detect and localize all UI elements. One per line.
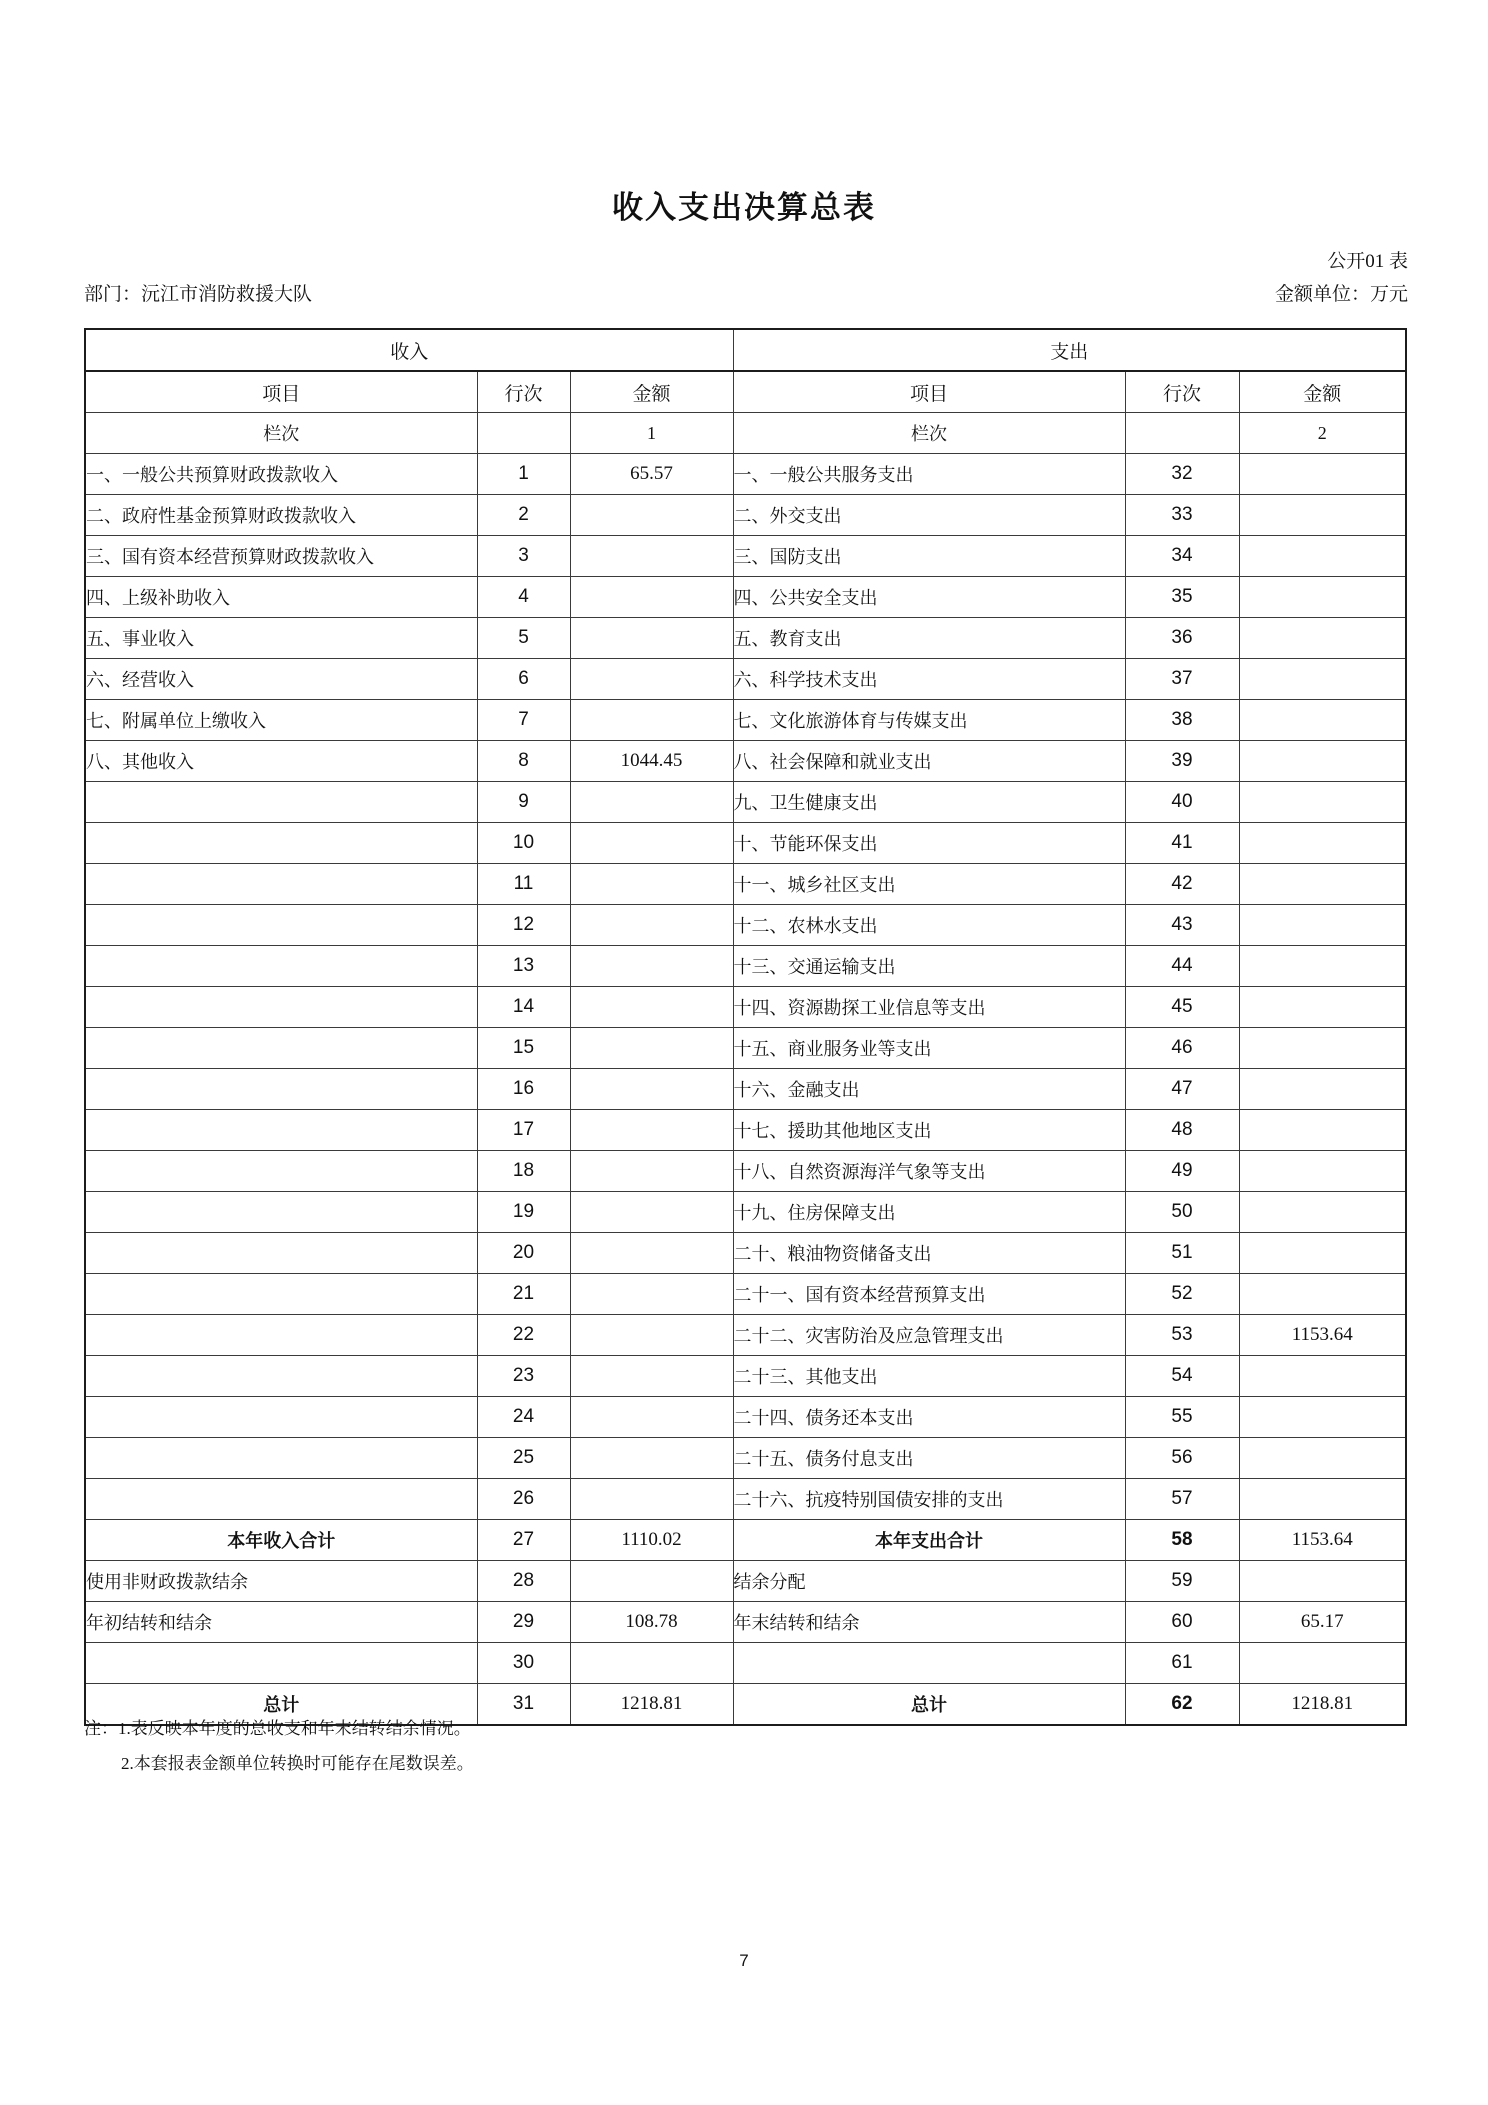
income-item-cell xyxy=(85,946,477,987)
expense-amount-cell xyxy=(1239,823,1406,864)
expense-rowno-cell: 33 xyxy=(1125,495,1239,536)
expense-amount-cell xyxy=(1239,659,1406,700)
income-amount-cell xyxy=(570,905,733,946)
income-item-cell xyxy=(85,1110,477,1151)
income-item-cell xyxy=(85,864,477,905)
expense-item-cell: 结余分配 xyxy=(733,1561,1125,1602)
income-amount-cell: 1110.02 xyxy=(570,1520,733,1561)
expense-amount-cell xyxy=(1239,946,1406,987)
expense-item-cell: 十二、农林水支出 xyxy=(733,905,1125,946)
meta-row xyxy=(84,279,1408,306)
expense-item-cell: 四、公共安全支出 xyxy=(733,577,1125,618)
department-label: 部门：沅江市消防救援大队 xyxy=(84,284,313,305)
expense-rowno-cell: 50 xyxy=(1125,1192,1239,1233)
income-rowno-cell: 27 xyxy=(477,1520,570,1561)
expense-item-cell: 七、文化旅游体育与传媒支出 xyxy=(733,700,1125,741)
expense-amount-cell xyxy=(1239,741,1406,782)
expense-amount-cell xyxy=(1239,987,1406,1028)
income-item-cell: 总计 xyxy=(85,1684,477,1726)
income-item-cell xyxy=(85,1192,477,1233)
income-amount-cell: 65.57 xyxy=(570,454,733,495)
income-amount-cell xyxy=(570,1315,733,1356)
expense-item-cell: 九、卫生健康支出 xyxy=(733,782,1125,823)
expense-rowno-cell: 36 xyxy=(1125,618,1239,659)
income-item-cell xyxy=(85,1028,477,1069)
expense-rowno-cell: 59 xyxy=(1125,1561,1239,1602)
expense-amount-cell: 1153.64 xyxy=(1239,1520,1406,1561)
expense-item-cell: 二十、粮油物资储备支出 xyxy=(733,1233,1125,1274)
income-item-cell xyxy=(85,1315,477,1356)
expense-item-cell: 一、一般公共服务支出 xyxy=(733,454,1125,495)
expense-amount-cell xyxy=(1239,454,1406,495)
income-item-cell: 年初结转和结余 xyxy=(85,1602,477,1643)
expense-item-cell: 六、科学技术支出 xyxy=(733,659,1125,700)
income-rowno-cell: 25 xyxy=(477,1438,570,1479)
expense-item-cell: 二十一、国有资本经营预算支出 xyxy=(733,1274,1125,1315)
income-rowno-cell: 21 xyxy=(477,1274,570,1315)
expense-amount-cell xyxy=(1239,1561,1406,1602)
expense-section-header: 支出 xyxy=(733,329,1406,371)
income-section-header: 收入 xyxy=(85,329,733,371)
income-item-cell xyxy=(85,987,477,1028)
income-amount-cell xyxy=(570,1561,733,1602)
income-item-cell: 二、政府性基金预算财政拨款收入 xyxy=(85,495,477,536)
expense-rowno-cell: 45 xyxy=(1125,987,1239,1028)
expense-rowno-cell: 40 xyxy=(1125,782,1239,823)
table-row xyxy=(85,823,1406,864)
income-rowno-cell: 30 xyxy=(477,1643,570,1684)
expense-item-cell: 二十三、其他支出 xyxy=(733,1356,1125,1397)
budget-summary-table xyxy=(84,328,1407,1726)
page-number: 7 xyxy=(739,1951,749,1970)
expense-rowno-cell: 41 xyxy=(1125,823,1239,864)
table-row xyxy=(85,1397,1406,1438)
table-row xyxy=(85,1274,1406,1315)
expense-rowno-cell: 43 xyxy=(1125,905,1239,946)
income-item-cell: 五、事业收入 xyxy=(85,618,477,659)
income-amount-cell xyxy=(570,987,733,1028)
footnote-1: 注：1.表反映本年度的总收支和年末结转结余情况。 xyxy=(84,1719,471,1738)
income-amount-cell xyxy=(570,823,733,864)
expense-amount-cell xyxy=(1239,1643,1406,1684)
income-rowno-cell: 22 xyxy=(477,1315,570,1356)
expense-lanci-empty xyxy=(1125,413,1239,454)
income-amount-cell xyxy=(570,946,733,987)
expense-rowno-cell: 38 xyxy=(1125,700,1239,741)
table-row xyxy=(85,1315,1406,1356)
income-amount-cell xyxy=(570,1110,733,1151)
income-item-cell xyxy=(85,782,477,823)
income-amount-cell xyxy=(570,700,733,741)
table-row xyxy=(85,659,1406,700)
income-item-cell xyxy=(85,823,477,864)
expense-item-cell: 年末结转和结余 xyxy=(733,1602,1125,1643)
expense-rowno-cell: 56 xyxy=(1125,1438,1239,1479)
table-row xyxy=(85,1438,1406,1479)
expense-amount-cell xyxy=(1239,905,1406,946)
expense-item-cell: 五、教育支出 xyxy=(733,618,1125,659)
income-amount-cell: 108.78 xyxy=(570,1602,733,1643)
income-item-cell: 一、一般公共预算财政拨款收入 xyxy=(85,454,477,495)
income-item-cell xyxy=(85,1356,477,1397)
income-item-cell xyxy=(85,1233,477,1274)
income-amount-cell xyxy=(570,1643,733,1684)
table-row xyxy=(85,1151,1406,1192)
expense-column-number: 2 xyxy=(1239,413,1406,454)
expense-rowno-cell: 57 xyxy=(1125,1479,1239,1520)
expense-amount-cell xyxy=(1239,1069,1406,1110)
expense-amount-cell: 65.17 xyxy=(1239,1602,1406,1643)
table-row xyxy=(85,1356,1406,1397)
table-row xyxy=(85,577,1406,618)
income-amount-cell xyxy=(570,1233,733,1274)
income-item-cell: 使用非财政拨款结余 xyxy=(85,1561,477,1602)
income-rowno-cell: 15 xyxy=(477,1028,570,1069)
table-row xyxy=(85,1602,1406,1643)
income-amount-cell xyxy=(570,1356,733,1397)
expense-rowno-cell: 52 xyxy=(1125,1274,1239,1315)
expense-item-cell: 十、节能环保支出 xyxy=(733,823,1125,864)
income-amount-cell xyxy=(570,1151,733,1192)
income-rowno-cell: 12 xyxy=(477,905,570,946)
expense-item-cell: 三、国防支出 xyxy=(733,536,1125,577)
table-row xyxy=(85,905,1406,946)
table-row xyxy=(85,618,1406,659)
income-amount-cell xyxy=(570,659,733,700)
income-item-cell xyxy=(85,1479,477,1520)
income-amount-cell xyxy=(570,1069,733,1110)
income-item-cell: 八、其他收入 xyxy=(85,741,477,782)
table-row xyxy=(85,1479,1406,1520)
income-amount-cell: 1044.45 xyxy=(570,741,733,782)
income-amount-cell xyxy=(570,1397,733,1438)
expense-amount-cell xyxy=(1239,1028,1406,1069)
expense-item-cell: 十五、商业服务业等支出 xyxy=(733,1028,1125,1069)
expense-rowno-cell: 37 xyxy=(1125,659,1239,700)
table-row xyxy=(85,1192,1406,1233)
income-item-cell xyxy=(85,1643,477,1684)
income-rowno-cell: 8 xyxy=(477,741,570,782)
income-amount-header: 金额 xyxy=(570,371,733,413)
expense-amount-cell xyxy=(1239,782,1406,823)
expense-rowno-cell: 62 xyxy=(1125,1684,1239,1726)
expense-rowno-cell: 32 xyxy=(1125,454,1239,495)
income-rowno-cell: 20 xyxy=(477,1233,570,1274)
expense-item-cell: 十九、住房保障支出 xyxy=(733,1192,1125,1233)
expense-amount-cell xyxy=(1239,495,1406,536)
income-rowno-cell: 24 xyxy=(477,1397,570,1438)
table-row xyxy=(85,1110,1406,1151)
income-rowno-cell: 7 xyxy=(477,700,570,741)
table-body xyxy=(85,454,1406,1726)
expense-amount-cell: 1153.64 xyxy=(1239,1315,1406,1356)
expense-item-cell: 二十六、抗疫特别国债安排的支出 xyxy=(733,1479,1125,1520)
income-item-cell: 四、上级补助收入 xyxy=(85,577,477,618)
income-item-cell xyxy=(85,1151,477,1192)
income-item-header: 项目 xyxy=(85,371,477,413)
expense-amount-cell xyxy=(1239,700,1406,741)
expense-amount-cell xyxy=(1239,1479,1406,1520)
expense-rowno-cell: 54 xyxy=(1125,1356,1239,1397)
income-amount-cell xyxy=(570,495,733,536)
income-item-cell xyxy=(85,1274,477,1315)
income-rowno-cell: 14 xyxy=(477,987,570,1028)
table-row xyxy=(85,864,1406,905)
table-row xyxy=(85,1028,1406,1069)
expense-rowno-cell: 39 xyxy=(1125,741,1239,782)
table-row xyxy=(85,700,1406,741)
expense-amount-cell xyxy=(1239,1110,1406,1151)
income-column-number: 1 xyxy=(570,413,733,454)
income-rowno-cell: 11 xyxy=(477,864,570,905)
expense-rowno-cell: 35 xyxy=(1125,577,1239,618)
expense-rowno-cell: 48 xyxy=(1125,1110,1239,1151)
expense-item-header: 项目 xyxy=(733,371,1125,413)
expense-amount-cell: 1218.81 xyxy=(1239,1684,1406,1726)
income-amount-cell xyxy=(570,1028,733,1069)
income-amount-cell xyxy=(570,782,733,823)
table-row xyxy=(85,1069,1406,1110)
expense-amount-cell xyxy=(1239,1274,1406,1315)
table-code: 公开01 表 xyxy=(1327,251,1408,272)
expense-rowno-cell: 61 xyxy=(1125,1643,1239,1684)
income-amount-cell xyxy=(570,536,733,577)
income-rowno-cell: 23 xyxy=(477,1356,570,1397)
income-item-cell xyxy=(85,905,477,946)
expense-rowno-cell: 46 xyxy=(1125,1028,1239,1069)
footnote-2: 2.本套报表金额单位转换时可能存在尾数误差。 xyxy=(121,1754,474,1773)
table-row xyxy=(85,1561,1406,1602)
expense-item-cell: 二十二、灾害防治及应急管理支出 xyxy=(733,1315,1125,1356)
expense-rowno-cell: 34 xyxy=(1125,536,1239,577)
income-amount-cell xyxy=(570,1274,733,1315)
income-amount-cell xyxy=(570,1192,733,1233)
income-rowno-cell: 31 xyxy=(477,1684,570,1726)
expense-lanci-label: 栏次 xyxy=(733,413,1125,454)
expense-amount-cell xyxy=(1239,1151,1406,1192)
expense-amount-cell xyxy=(1239,577,1406,618)
income-amount-cell xyxy=(570,1479,733,1520)
table-row xyxy=(85,741,1406,782)
income-amount-cell xyxy=(570,1438,733,1479)
expense-item-cell: 十三、交通运输支出 xyxy=(733,946,1125,987)
expense-amount-cell xyxy=(1239,1356,1406,1397)
column-index-row xyxy=(85,413,1406,454)
expense-amount-cell xyxy=(1239,1397,1406,1438)
income-rowno-cell: 13 xyxy=(477,946,570,987)
expense-amount-cell xyxy=(1239,1438,1406,1479)
income-rowno-cell: 29 xyxy=(477,1602,570,1643)
income-item-cell xyxy=(85,1397,477,1438)
expense-item-cell: 二十五、债务付息支出 xyxy=(733,1438,1125,1479)
income-rowno-cell: 28 xyxy=(477,1561,570,1602)
expense-amount-cell xyxy=(1239,618,1406,659)
income-amount-cell xyxy=(570,618,733,659)
expense-item-cell: 十八、自然资源海洋气象等支出 xyxy=(733,1151,1125,1192)
income-rowno-cell: 1 xyxy=(477,454,570,495)
expense-item-cell: 十六、金融支出 xyxy=(733,1069,1125,1110)
income-lanci-label: 栏次 xyxy=(85,413,477,454)
expense-item-cell xyxy=(733,1643,1125,1684)
expense-rowno-cell: 53 xyxy=(1125,1315,1239,1356)
footnotes xyxy=(84,1711,474,1781)
expense-rowno-cell: 60 xyxy=(1125,1602,1239,1643)
expense-item-cell: 十七、援助其他地区支出 xyxy=(733,1110,1125,1151)
page-title: 收入支出决算总表 xyxy=(612,190,876,225)
income-rowno-cell: 10 xyxy=(477,823,570,864)
expense-amount-cell xyxy=(1239,536,1406,577)
income-rowno-cell: 3 xyxy=(477,536,570,577)
income-item-cell: 六、经营收入 xyxy=(85,659,477,700)
table-row xyxy=(85,946,1406,987)
expense-rowno-cell: 42 xyxy=(1125,864,1239,905)
income-rowno-cell: 2 xyxy=(477,495,570,536)
income-rowno-cell: 6 xyxy=(477,659,570,700)
expense-item-cell: 十四、资源勘探工业信息等支出 xyxy=(733,987,1125,1028)
income-rowno-cell: 16 xyxy=(477,1069,570,1110)
income-amount-cell xyxy=(570,864,733,905)
expense-item-cell: 二十四、债务还本支出 xyxy=(733,1397,1125,1438)
income-rowno-cell: 26 xyxy=(477,1479,570,1520)
expense-rowno-cell: 49 xyxy=(1125,1151,1239,1192)
table-row xyxy=(85,454,1406,495)
income-item-cell: 本年收入合计 xyxy=(85,1520,477,1561)
income-rowno-cell: 17 xyxy=(477,1110,570,1151)
income-item-cell xyxy=(85,1438,477,1479)
expense-item-cell: 二、外交支出 xyxy=(733,495,1125,536)
expense-rowno-cell: 55 xyxy=(1125,1397,1239,1438)
income-lanci-empty xyxy=(477,413,570,454)
expense-item-cell: 十一、城乡社区支出 xyxy=(733,864,1125,905)
income-rowno-cell: 19 xyxy=(477,1192,570,1233)
table-row xyxy=(85,1520,1406,1561)
expense-amount-cell xyxy=(1239,864,1406,905)
income-rowno-cell: 18 xyxy=(477,1151,570,1192)
income-rowno-cell: 5 xyxy=(477,618,570,659)
income-item-cell: 三、国有资本经营预算财政拨款收入 xyxy=(85,536,477,577)
table-row xyxy=(85,1233,1406,1274)
income-rowno-cell: 4 xyxy=(477,577,570,618)
expense-amount-cell xyxy=(1239,1192,1406,1233)
unit-label: 金额单位：万元 xyxy=(1274,284,1408,305)
expense-item-cell: 本年支出合计 xyxy=(733,1520,1125,1561)
income-amount-cell: 1218.81 xyxy=(570,1684,733,1726)
expense-rowno-cell: 51 xyxy=(1125,1233,1239,1274)
table-row xyxy=(85,536,1406,577)
expense-rowno-cell: 47 xyxy=(1125,1069,1239,1110)
income-amount-cell xyxy=(570,577,733,618)
table-row xyxy=(85,782,1406,823)
income-rowno-header: 行次 xyxy=(477,371,570,413)
column-header-row xyxy=(85,371,1406,413)
table-row xyxy=(85,1643,1406,1684)
expense-item-cell: 总计 xyxy=(733,1684,1125,1726)
table-row xyxy=(85,987,1406,1028)
expense-amount-header: 金额 xyxy=(1239,371,1406,413)
income-item-cell xyxy=(85,1069,477,1110)
income-item-cell: 七、附属单位上缴收入 xyxy=(85,700,477,741)
expense-rowno-cell: 44 xyxy=(1125,946,1239,987)
expense-rowno-cell: 58 xyxy=(1125,1520,1239,1561)
table-row xyxy=(85,495,1406,536)
expense-amount-cell xyxy=(1239,1233,1406,1274)
section-header-row xyxy=(85,329,1406,371)
income-rowno-cell: 9 xyxy=(477,782,570,823)
expense-item-cell: 八、社会保障和就业支出 xyxy=(733,741,1125,782)
expense-rowno-header: 行次 xyxy=(1125,371,1239,413)
